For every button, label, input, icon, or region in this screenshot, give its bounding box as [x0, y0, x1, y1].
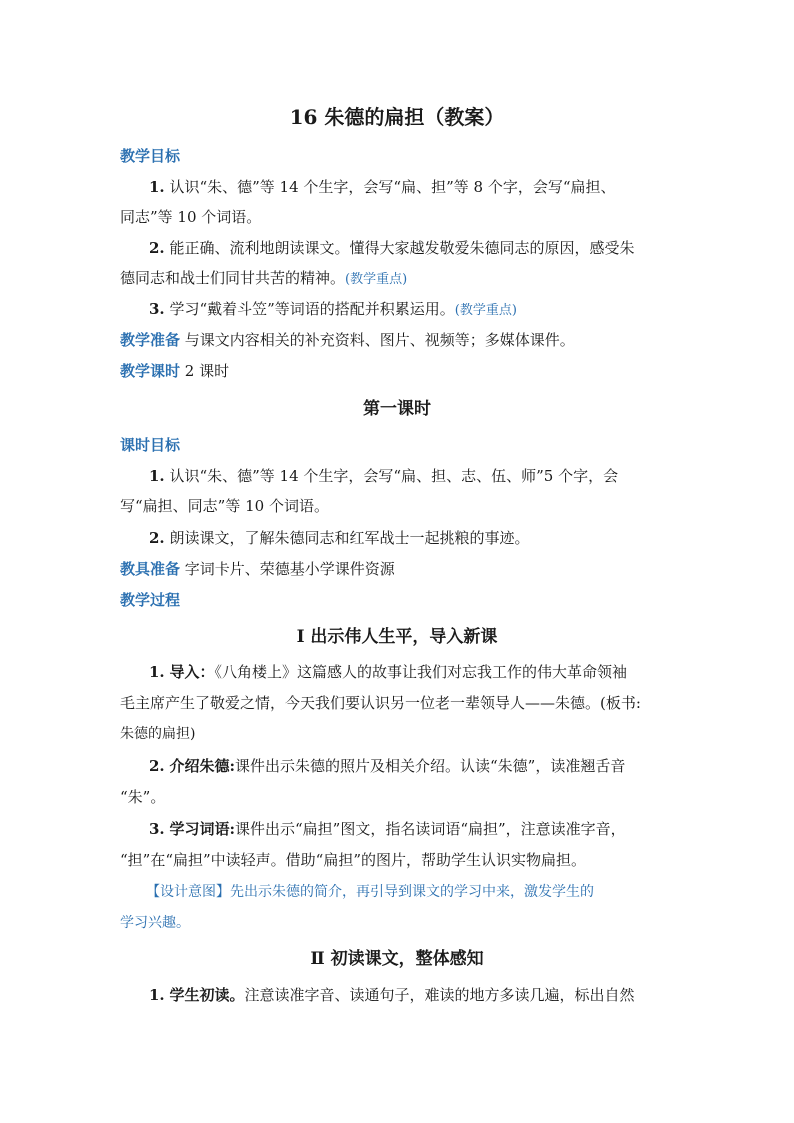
goal-1-text-b: 同志”等 10 个词语。 [120, 208, 262, 226]
step-1-text-c: 朱德的扁担) [120, 726, 196, 742]
step-2-line-1 [149, 756, 625, 776]
hours-line [120, 361, 229, 381]
step-3-line-2 [120, 850, 586, 870]
step-3-label: 学习词语: [169, 820, 235, 838]
lesson-goals-heading [120, 435, 180, 455]
prep-text: 与课文内容相关的补充资料、图片、视频等；多媒体课件。 [184, 331, 575, 349]
goal-2-line-2 [120, 268, 407, 290]
process-line [120, 590, 180, 610]
goal-3-key-point-note: (教学重点) [454, 303, 517, 318]
read-step-1-line [149, 985, 634, 1005]
prep-heading: 教学准备 [120, 331, 181, 349]
step-2-number: 2. [149, 757, 165, 775]
tools-heading: 教具准备 [120, 560, 181, 578]
lesson-goal-1-text-b: 写“扁担、同志”等 10 个词语。 [120, 497, 329, 515]
hours-text: 2 课时 [184, 362, 230, 380]
design-intent-text-a: 先出示朱德的简介，再引导到课文的学习中来，激发学生的 [230, 884, 594, 900]
step-3-text-a: 课件出示“扁担”图文，指名读词语“扁担”，注意读准字音， [235, 820, 626, 838]
process-heading: 教学过程 [120, 591, 181, 609]
goal-1-line-2 [120, 207, 261, 227]
step-3-text-b: “担”在“扁担”中读轻声。借助“扁担”的图片，帮助学生认识实物扁担。 [120, 851, 587, 869]
prep-line [120, 330, 575, 350]
lesson-goal-1-text-a: 认识“朱、德”等 14 个生字，会写“扁、担、志、伍、师”5 个字，会 [169, 467, 619, 485]
goal-1-line-1 [149, 177, 616, 197]
goal-3-line [149, 299, 517, 321]
lesson-goal-2-line [149, 528, 529, 548]
goal-3-text: 学习“戴着斗笠”等词语的搭配并积累运用。 [169, 300, 455, 318]
read-step-1-label: 学生初读。 [169, 986, 245, 1004]
tools-line [120, 559, 395, 579]
lesson-1-title: 第一课时 [363, 399, 431, 419]
design-intent-text-b: 学习兴趣。 [120, 915, 190, 931]
lesson-goal-1-number: 1. [149, 467, 165, 485]
step-1-line-3 [120, 724, 195, 744]
step-3-line-1 [149, 819, 626, 839]
tools-text: 字词卡片、荣德基小学课件资源 [184, 560, 395, 578]
step-1-text-a: 《八角楼上》这篇感人的故事让我们对忘我工作的伟大革命领袖 [214, 663, 627, 681]
step-2-text-a: 课件出示朱德的照片及相关介绍。认读“朱德”，读准翘舌音 [235, 757, 626, 775]
step-3-number: 3. [149, 820, 165, 838]
document-title: 16 朱德的扁担（教案） [289, 105, 505, 129]
design-intent-line-1 [146, 882, 594, 902]
step-2-line-2 [120, 787, 165, 807]
design-intent-line-2 [120, 913, 190, 933]
goal-2-line-1 [149, 238, 634, 258]
lesson-goals-heading-text: 课时目标 [120, 436, 181, 454]
read-step-1-text: 注意读准字音、读通句子，难读的地方多读几遍，标出自然 [244, 986, 635, 1004]
goals-heading [120, 146, 180, 166]
goal-2-text-a: 能正确、流利地朗读课文。懂得大家越发敬爱朱德同志的原因，感受朱 [169, 239, 635, 257]
step-1-line-2 [120, 693, 641, 713]
goal-1-text-a: 认识“朱、德”等 14 个生字，会写“扁、担”等 8 个字，会写“扁担、 [169, 178, 616, 196]
goal-2-text-b: 德同志和战士们同甘共苦的精神。 [120, 269, 346, 287]
lesson-goal-1-line-1 [149, 466, 618, 486]
goal-3-number: 3. [149, 300, 165, 318]
section-1-title: Ⅰ 出示伟人生平，导入新课 [296, 627, 498, 647]
lesson-goal-2-text: 朗读课文，了解朱德同志和红军战士一起挑粮的事迹。 [169, 529, 530, 547]
design-intent-label: 【设计意图】 [146, 884, 230, 900]
lesson-goal-1-line-2 [120, 496, 329, 516]
step-1-text-b: 毛主席产生了敬爱之情，今天我们要认识另一位老一辈领导人——朱德。(板书: [120, 694, 641, 712]
step-2-label: 介绍朱德: [169, 757, 235, 775]
step-2-text-b: “朱”。 [120, 788, 166, 806]
step-1-number: 1. [149, 663, 165, 681]
goal-1-number: 1. [149, 178, 165, 196]
lesson-goal-2-number: 2. [149, 529, 165, 547]
read-step-1-number: 1. [149, 986, 165, 1004]
goal-2-number: 2. [149, 239, 165, 257]
step-1-label: 导入： [169, 663, 215, 681]
goal-2-key-point-note: (教学重点) [345, 272, 408, 287]
step-1-line-1 [149, 662, 627, 682]
hours-heading: 教学课时 [120, 362, 181, 380]
goals-heading-text: 教学目标 [120, 147, 181, 165]
section-2-title: Ⅱ 初读课文，整体感知 [310, 949, 484, 969]
